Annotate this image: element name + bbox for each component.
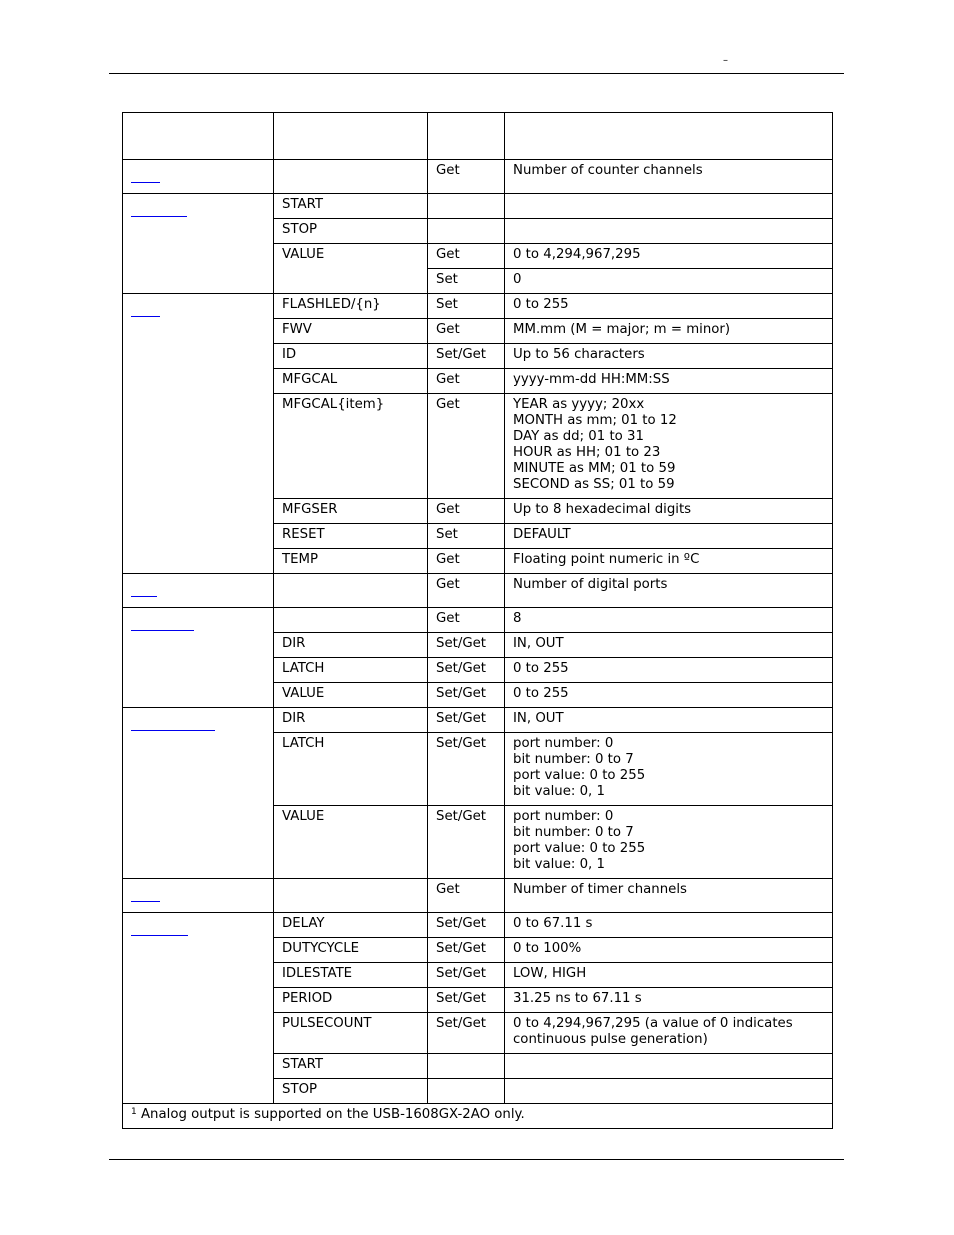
access-cell: Get xyxy=(428,244,505,269)
value-cell: port number: 0 bit number: 0 to 7 port value: 0 to 255 bit value: 0, 1 xyxy=(505,733,833,806)
value-cell: port number: 0 bit number: 0 to 7 port value: 0 to 255 bit value: 0, 1 xyxy=(505,806,833,879)
access-cell xyxy=(428,1079,505,1104)
component-cell xyxy=(123,708,274,879)
property-cell: DELAY xyxy=(274,913,428,938)
access-cell: Set/Get xyxy=(428,913,505,938)
footnote-marker: 1 xyxy=(131,1107,137,1117)
access-cell xyxy=(428,219,505,244)
value-cell: YEAR as yyyy; 20xx MONTH as mm; 01 to 12 DAY as dd; 01 to 31 HOUR as HH; 01 to 23 MINUTE as MM; 01 to 59 SECOND as SS; 01 to 59 xyxy=(505,394,833,499)
access-cell: Get xyxy=(428,608,505,633)
header-rule xyxy=(109,73,844,74)
table-row xyxy=(123,913,833,938)
property-cell: DIR xyxy=(274,708,428,733)
header-cell-component xyxy=(123,113,274,160)
dio-count-link[interactable] xyxy=(131,580,157,597)
property-cell: MFGCAL{item} xyxy=(274,394,428,499)
access-cell: Get xyxy=(428,879,505,913)
footnote xyxy=(123,1104,833,1129)
value-cell: Up to 56 characters xyxy=(505,344,833,369)
property-cell xyxy=(274,160,428,194)
property-cell: LATCH xyxy=(274,658,428,683)
value-cell: IN, OUT xyxy=(505,633,833,658)
tmr-count-link[interactable] xyxy=(131,885,160,902)
value-cell: 31.25 ns to 67.11 s xyxy=(505,988,833,1013)
component-cell xyxy=(123,608,274,708)
value-cell xyxy=(505,194,833,219)
property-cell: VALUE xyxy=(274,683,428,708)
value-cell: 0 to 4,294,967,295 (a value of 0 indicates continuous pulse generation) xyxy=(505,1013,833,1054)
footnote-row xyxy=(123,1104,833,1129)
property-cell: START xyxy=(274,194,428,219)
property-cell: VALUE xyxy=(274,244,428,294)
access-cell: Set/Get xyxy=(428,658,505,683)
tmr-link[interactable] xyxy=(131,919,188,936)
access-cell: Get xyxy=(428,369,505,394)
property-cell: DIR xyxy=(274,633,428,658)
dev-link[interactable] xyxy=(131,300,160,317)
property-cell: ID xyxy=(274,344,428,369)
ai-count-link[interactable] xyxy=(131,166,160,183)
header-cell-value xyxy=(505,113,833,160)
footnote-text: Analog output is supported on the USB-1608GX-2AO only. xyxy=(136,1107,525,1122)
access-cell: Get xyxy=(428,499,505,524)
component-cell xyxy=(123,574,274,608)
access-cell: Set xyxy=(428,294,505,319)
table-header-row xyxy=(123,113,833,160)
value-cell: yyyy-mm-dd HH:MM:SS xyxy=(505,369,833,394)
header-cell-property xyxy=(274,113,428,160)
property-cell: MFGCAL xyxy=(274,369,428,394)
component-cell xyxy=(123,294,274,574)
access-cell xyxy=(428,194,505,219)
table-row xyxy=(123,294,833,319)
table-row xyxy=(123,574,833,608)
access-cell: Set xyxy=(428,269,505,294)
access-cell: Set/Get xyxy=(428,633,505,658)
access-cell: Get xyxy=(428,160,505,194)
component-cell xyxy=(123,913,274,1104)
value-cell: Up to 8 hexadecimal digits xyxy=(505,499,833,524)
value-cell: 0 to 67.11 s xyxy=(505,913,833,938)
access-cell xyxy=(428,1054,505,1079)
property-cell: DUTYCYCLE xyxy=(274,938,428,963)
value-cell: 0 xyxy=(505,269,833,294)
property-cell: START xyxy=(274,1054,428,1079)
ctr-link[interactable] xyxy=(131,200,187,217)
component-cell xyxy=(123,194,274,294)
property-cell: IDLESTATE xyxy=(274,963,428,988)
property-cell xyxy=(274,879,428,913)
access-cell: Set/Get xyxy=(428,806,505,879)
dio-bit-link[interactable] xyxy=(131,714,215,731)
value-cell: Floating point numeric in ºC xyxy=(505,549,833,574)
dio-port-link[interactable] xyxy=(131,614,194,631)
property-cell: FWV xyxy=(274,319,428,344)
access-cell: Get xyxy=(428,574,505,608)
value-cell: 0 to 255 xyxy=(505,658,833,683)
property-cell: STOP xyxy=(274,1079,428,1104)
property-cell: LATCH xyxy=(274,733,428,806)
property-cell: PERIOD xyxy=(274,988,428,1013)
value-cell xyxy=(505,219,833,244)
value-cell xyxy=(505,1054,833,1079)
table-row xyxy=(123,708,833,733)
footer-rule xyxy=(109,1159,844,1160)
property-cell: STOP xyxy=(274,219,428,244)
access-cell: Set/Get xyxy=(428,963,505,988)
access-cell: Set/Get xyxy=(428,344,505,369)
value-cell: 0 to 255 xyxy=(505,294,833,319)
table-row xyxy=(123,608,833,633)
value-cell: Number of digital ports xyxy=(505,574,833,608)
access-cell: Set/Get xyxy=(428,988,505,1013)
component-cell xyxy=(123,879,274,913)
value-cell: DEFAULT xyxy=(505,524,833,549)
value-cell: 0 to 255 xyxy=(505,683,833,708)
access-cell: Set/Get xyxy=(428,708,505,733)
access-cell: Get xyxy=(428,319,505,344)
value-cell: 0 to 4,294,967,295 xyxy=(505,244,833,269)
value-cell xyxy=(505,1079,833,1104)
access-cell: Set/Get xyxy=(428,938,505,963)
property-cell: VALUE xyxy=(274,806,428,879)
value-cell: 0 to 100% xyxy=(505,938,833,963)
command-table xyxy=(122,112,833,1129)
access-cell: Get xyxy=(428,549,505,574)
property-cell xyxy=(274,608,428,633)
value-cell: MM.mm (M = major; m = minor) xyxy=(505,319,833,344)
property-cell: RESET xyxy=(274,524,428,549)
property-cell xyxy=(274,574,428,608)
value-cell: LOW, HIGH xyxy=(505,963,833,988)
header-mark: – xyxy=(723,55,728,66)
access-cell: Set/Get xyxy=(428,683,505,708)
access-cell: Set/Get xyxy=(428,733,505,806)
access-cell: Set xyxy=(428,524,505,549)
property-cell: FLASHLED/{n} xyxy=(274,294,428,319)
property-cell: TEMP xyxy=(274,549,428,574)
table-row xyxy=(123,194,833,219)
component-cell xyxy=(123,160,274,194)
value-cell: Number of counter channels xyxy=(505,160,833,194)
property-cell: PULSECOUNT xyxy=(274,1013,428,1054)
access-cell: Set/Get xyxy=(428,1013,505,1054)
table-row xyxy=(123,160,833,194)
value-cell: IN, OUT xyxy=(505,708,833,733)
value-cell: Number of timer channels xyxy=(505,879,833,913)
table-row xyxy=(123,879,833,913)
value-cell: 8 xyxy=(505,608,833,633)
property-cell: MFGSER xyxy=(274,499,428,524)
header-cell-access xyxy=(428,113,505,160)
access-cell: Get xyxy=(428,394,505,499)
